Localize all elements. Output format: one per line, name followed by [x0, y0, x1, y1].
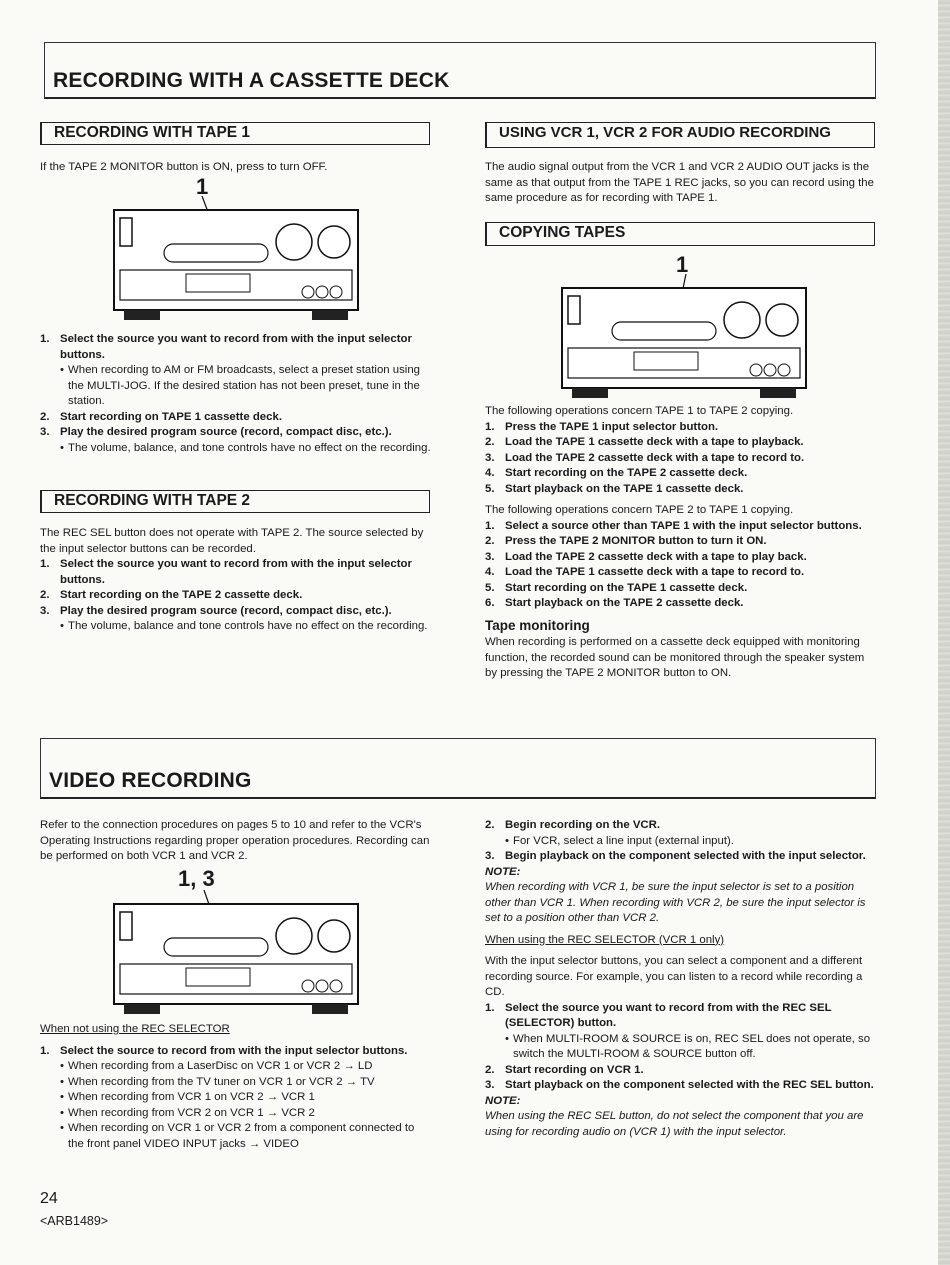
- tape-monitoring-heading: Tape monitoring: [485, 617, 590, 633]
- video-bullet-5: • When recording on VCR 1 or VCR 2 from a component connected to the front panel VIDEO INPUT jacks → VIDEO: [60, 1122, 415, 1150]
- tape1-intro: [40, 160, 432, 176]
- video-intro: [40, 818, 432, 865]
- subhead-tape1: RECORDING WITH TAPE 1: [40, 122, 430, 145]
- vcr-audio-text: The audio signal output from the VCR 1 and VCR 2 AUDIO OUT jacks is the same as that output from the TAPE 1 REC jacks, so you can record using the same procedure as for recording with TAPE 1.: [485, 161, 874, 204]
- copy1-step-1: 1. Press the TAPE 1 input selector button.: [485, 420, 719, 433]
- with-rec-selector-text: With the input selector buttons, you can select a component and a different recording source. For example, you can listen to a record while recording a CD.: [485, 955, 863, 998]
- copy2-step-1: 1. Select a source other than TAPE 1 with the input selector buttons.: [485, 519, 862, 532]
- tape2-step-1: 1. Select the source you want to record from with the input selector buttons.: [40, 558, 412, 586]
- tape1-note-3: • The volume, balance, and tone controls have no effect on the recording.: [60, 441, 431, 454]
- vcr-audio-body: [485, 160, 877, 207]
- video-bullet-2: • When recording from the TV tuner on VCR 1 or VCR 2 → TV: [60, 1075, 375, 1088]
- tape2-step-3: 3. Play the desired program source (record, compact disc, etc.).: [40, 604, 392, 617]
- tape1-step-2: 2. Start recording on TAPE 1 cassette deck.: [40, 410, 282, 423]
- tape1-steps: [40, 332, 432, 456]
- copy-intro-2: The following operations concern TAPE 2 to TAPE 1 copying.: [485, 504, 794, 516]
- document-code: <ARB1489>: [40, 1214, 109, 1228]
- without-rec-selector-heading: When not using the REC SELECTOR: [40, 1023, 230, 1035]
- video-step-2-note: • For VCR, select a line input (external input).: [505, 834, 734, 847]
- tape-monitoring-text: When recording is performed on a cassette deck equipped with monitoring function, the recorded sound can be monitored through the speaker system by pressing the TAPE 2 MONITOR button to ON.: [485, 636, 865, 679]
- receiver-illustration-2: [560, 274, 810, 400]
- video-step-2: 2. Begin recording on the VCR.: [485, 819, 661, 831]
- video-step-1: 1. Select the source to record from with the input selector buttons.: [40, 1044, 408, 1057]
- copy1-step-5: 5. Start playback on the TAPE 1 cassette deck.: [485, 482, 744, 495]
- copy1-step-3: 3. Load the TAPE 2 cassette deck with a tape to record to.: [485, 451, 805, 464]
- sel-step-2: 2. Start recording on VCR 1.: [485, 1063, 644, 1076]
- page-number: 24: [40, 1190, 58, 1207]
- sel-step-1-note: • When MULTI-ROOM & SOURCE is on, REC SEL does not operate, so switch the MULTI-ROOM & SOURCE button off.: [505, 1032, 871, 1060]
- tape1-step-1: 1. Select the source you want to record from with the input selector buttons.: [40, 333, 412, 361]
- video-bullet-4: • When recording from VCR 2 on VCR 1 → VCR 2: [60, 1106, 315, 1119]
- subhead-tape2: RECORDING WITH TAPE 2: [40, 490, 430, 513]
- section-title-cassette: RECORDING WITH A CASSETTE DECK: [53, 69, 450, 92]
- video-step-3: 3. Begin playback on the component selected with the input selector.: [485, 850, 866, 862]
- copy-intro-1: The following operations concern TAPE 1 to TAPE 2 copying.: [485, 405, 794, 417]
- copy2-step-6: 6. Start playback on the TAPE 2 cassette deck.: [485, 597, 744, 609]
- section-header-video: [40, 738, 876, 799]
- video-note2-label: NOTE:: [485, 1094, 521, 1107]
- sel-step-3: 3. Start playback on the component selected with the REC SEL button.: [485, 1079, 874, 1091]
- section-header-cassette: [44, 42, 876, 99]
- video-note-text: When recording with VCR 1, be sure the input selector is set to a position other than VCR 1. When recording with VCR 2, be sure the input selector is set to a position other than VCR 2.: [485, 881, 866, 924]
- tape2-body: [40, 526, 432, 635]
- with-rec-selector-heading: When using the REC SELECTOR (VCR 1 only): [485, 933, 725, 946]
- copy2-step-5: 5. Start recording on the TAPE 1 cassette deck.: [485, 581, 748, 594]
- copy2-step-3: 3. Load the TAPE 2 cassette deck with a tape to play back.: [485, 550, 807, 563]
- tape2-intro-text: The REC SEL button does not operate with TAPE 2. The source selected by the input selector buttons can be recorded.: [40, 527, 424, 555]
- copy-body: [485, 404, 877, 682]
- video-bullet-1: • When recording from a LaserDisc on VCR 1 or VCR 2 → LD: [60, 1060, 373, 1072]
- video-left-body: [40, 1022, 432, 1152]
- subhead-vcr-audio: USING VCR 1, VCR 2 FOR AUDIO RECORDING: [485, 122, 875, 148]
- video-note-label: NOTE:: [485, 865, 521, 878]
- video-intro-text: Refer to the connection procedures on pages 5 to 10 and refer to the VCR's Operating Instructions regarding proper operation procedures. Recording can be performed on both VCR 1 and VCR 2.: [40, 819, 430, 862]
- copy2-step-2: 2. Press the TAPE 2 MONITOR button to turn it ON.: [485, 535, 767, 547]
- sel-step-1: 1. Select the source you want to record from with the REC SEL (SELECTOR) button.: [485, 1001, 832, 1029]
- copy1-step-2: 2. Load the TAPE 1 cassette deck with a tape to playback.: [485, 436, 804, 448]
- receiver-illustration-3: [112, 890, 362, 1016]
- copy-callout: 1: [676, 252, 689, 277]
- video-note2-text: When using the REC SEL button, do not select the component that you are using for recording audio on (VCR 1) with the input selector.: [485, 1110, 864, 1138]
- video-callout: 1, 3: [178, 866, 215, 891]
- tape1-intro-text: If the TAPE 2 MONITOR button is ON, press to turn OFF.: [40, 161, 328, 173]
- subhead-copying: COPYING TAPES: [485, 222, 875, 246]
- section-title-video: VIDEO RECORDING: [49, 769, 252, 792]
- tape1-callout: 1: [196, 174, 209, 199]
- receiver-illustration-1: [112, 196, 362, 322]
- copy1-step-4: 4. Start recording on the TAPE 2 cassette deck.: [485, 467, 748, 479]
- tape2-step-2: 2. Start recording on the TAPE 2 cassette deck.: [40, 589, 303, 601]
- tape2-note-3: • The volume, balance and tone controls have no effect on the recording.: [60, 620, 428, 632]
- tape1-step-3: 3. Play the desired program source (record, compact disc, etc.).: [40, 426, 392, 438]
- video-right-body: [485, 818, 877, 1140]
- tape1-note-1: • When recording to AM or FM broadcasts, select a preset station using the MULTI-JOG. If the desired station has not been preset, tune in the station.: [60, 364, 421, 407]
- copy2-step-4: 4. Load the TAPE 1 cassette deck with a tape to record to.: [485, 566, 805, 578]
- video-bullet-3: • When recording from VCR 1 on VCR 2 → VCR 1: [60, 1091, 315, 1103]
